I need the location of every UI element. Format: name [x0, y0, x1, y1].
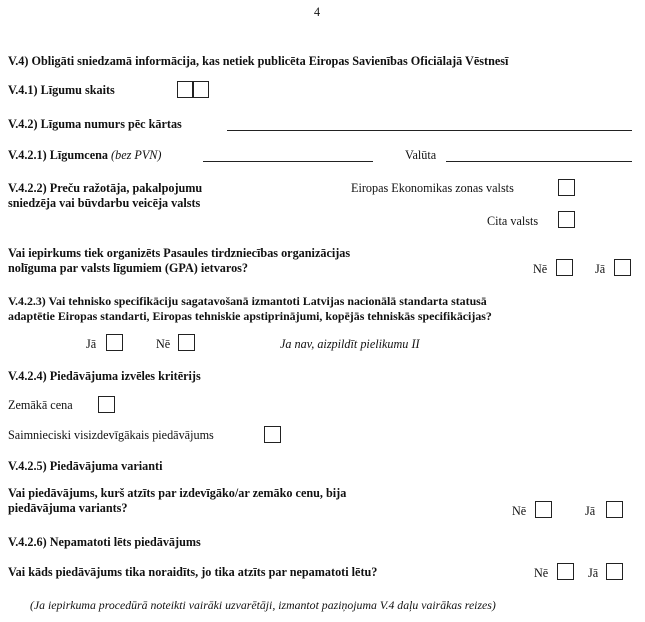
contracts-count-digit-2[interactable]	[193, 81, 209, 98]
tech-spec-no-checkbox[interactable]	[178, 334, 195, 351]
other-country-checkbox[interactable]	[558, 211, 575, 228]
eea-country-label: Eiropas Ekonomikas zonas valsts	[351, 181, 514, 195]
gpa-no-label: Nē	[533, 262, 548, 276]
gpa-yes-checkbox[interactable]	[614, 259, 631, 276]
gpa-question-line2: nolīguma par valsts līgumiem (GPA) ietvaros?	[8, 261, 249, 275]
variants-yes-checkbox[interactable]	[606, 501, 623, 518]
gpa-question-line1: Vai iepirkums tiek organizēts Pasaules tirdzniecības organizācijas	[8, 246, 351, 260]
most-advantageous-checkbox[interactable]	[264, 426, 281, 443]
section-heading: V.4) Obligāti sniedzamā informācija, kas netiek publicēta Eiropas Savienības Oficiālajā Vēstnesī	[8, 54, 509, 68]
award-criteria-label: V.4.2.4) Piedāvājuma izvēles kritērijs	[8, 369, 201, 383]
variants-question-line1: Vai piedāvājums, kurš atzīts par izdevīgāko/ar zemāko cenu, bija	[8, 486, 347, 500]
tech-spec-no-label: Nē	[156, 337, 171, 351]
abnormally-low-yes-label: Jā	[588, 566, 599, 580]
contracts-count-digit-1[interactable]	[177, 81, 193, 98]
currency-label: Valūta	[405, 148, 437, 162]
contract-price-field[interactable]	[203, 161, 373, 162]
contract-price-label-group	[8, 148, 161, 163]
footer-note: (Ja iepirkuma procedūrā noteikti vairāki uzvarētāji, izmantot paziņojuma V.4 daļu vairākas reizes)	[30, 598, 496, 612]
variants-yes-label: Jā	[585, 504, 596, 518]
producer-country-label-line2: sniedzēja vai būvdarbu veicēja valsts	[8, 196, 201, 210]
most-advantageous-label: Saimnieciski visizdevīgākais piedāvājums	[8, 428, 214, 442]
contract-number-label: V.4.2) Līguma numurs pēc kārtas	[8, 117, 182, 131]
other-country-label: Cita valsts	[487, 214, 539, 228]
tech-spec-yes-label: Jā	[86, 337, 97, 351]
contracts-count-label: V.4.1) Līgumu skaits	[8, 83, 115, 97]
gpa-yes-label: Jā	[595, 262, 606, 276]
variants-no-checkbox[interactable]	[535, 501, 552, 518]
contract-price-note: (bez PVN)	[111, 148, 162, 162]
tech-spec-question-line2: adaptētie Eiropas standarti, Eiropas tehniskie apstiprinājumi, kopējās tehniskās specifikācijas?	[8, 309, 492, 323]
lowest-price-checkbox[interactable]	[98, 396, 115, 413]
producer-country-label-line1: V.4.2.2) Preču ražotāja, pakalpojumu	[8, 181, 203, 195]
page-number: 4	[314, 5, 321, 19]
abnormally-low-label: V.4.2.6) Nepamatoti lēts piedāvājums	[8, 535, 201, 549]
variants-question-line2: piedāvājuma variants?	[8, 501, 128, 515]
tech-spec-question-line1: V.4.2.3) Vai tehnisko specifikāciju sagatavošanā izmantoti Latvijas nacionālā standarta statusā	[8, 294, 487, 308]
tech-spec-note: Ja nav, aizpildīt pielikumu II	[280, 337, 420, 351]
contract-price-label: V.4.2.1) Līgumcena	[8, 148, 108, 162]
gpa-no-checkbox[interactable]	[556, 259, 573, 276]
eea-country-checkbox[interactable]	[558, 179, 575, 196]
contract-number-field[interactable]	[227, 130, 632, 131]
variants-label: V.4.2.5) Piedāvājuma varianti	[8, 459, 163, 473]
abnormally-low-yes-checkbox[interactable]	[606, 563, 623, 580]
abnormally-low-no-label: Nē	[534, 566, 549, 580]
abnormally-low-no-checkbox[interactable]	[557, 563, 574, 580]
abnormally-low-question: Vai kāds piedāvājums tika noraidīts, jo tika atzīts par nepamatoti lētu?	[8, 565, 378, 579]
tech-spec-yes-checkbox[interactable]	[106, 334, 123, 351]
currency-field[interactable]	[446, 161, 632, 162]
variants-no-label: Nē	[512, 504, 527, 518]
lowest-price-label: Zemākā cena	[8, 398, 73, 412]
